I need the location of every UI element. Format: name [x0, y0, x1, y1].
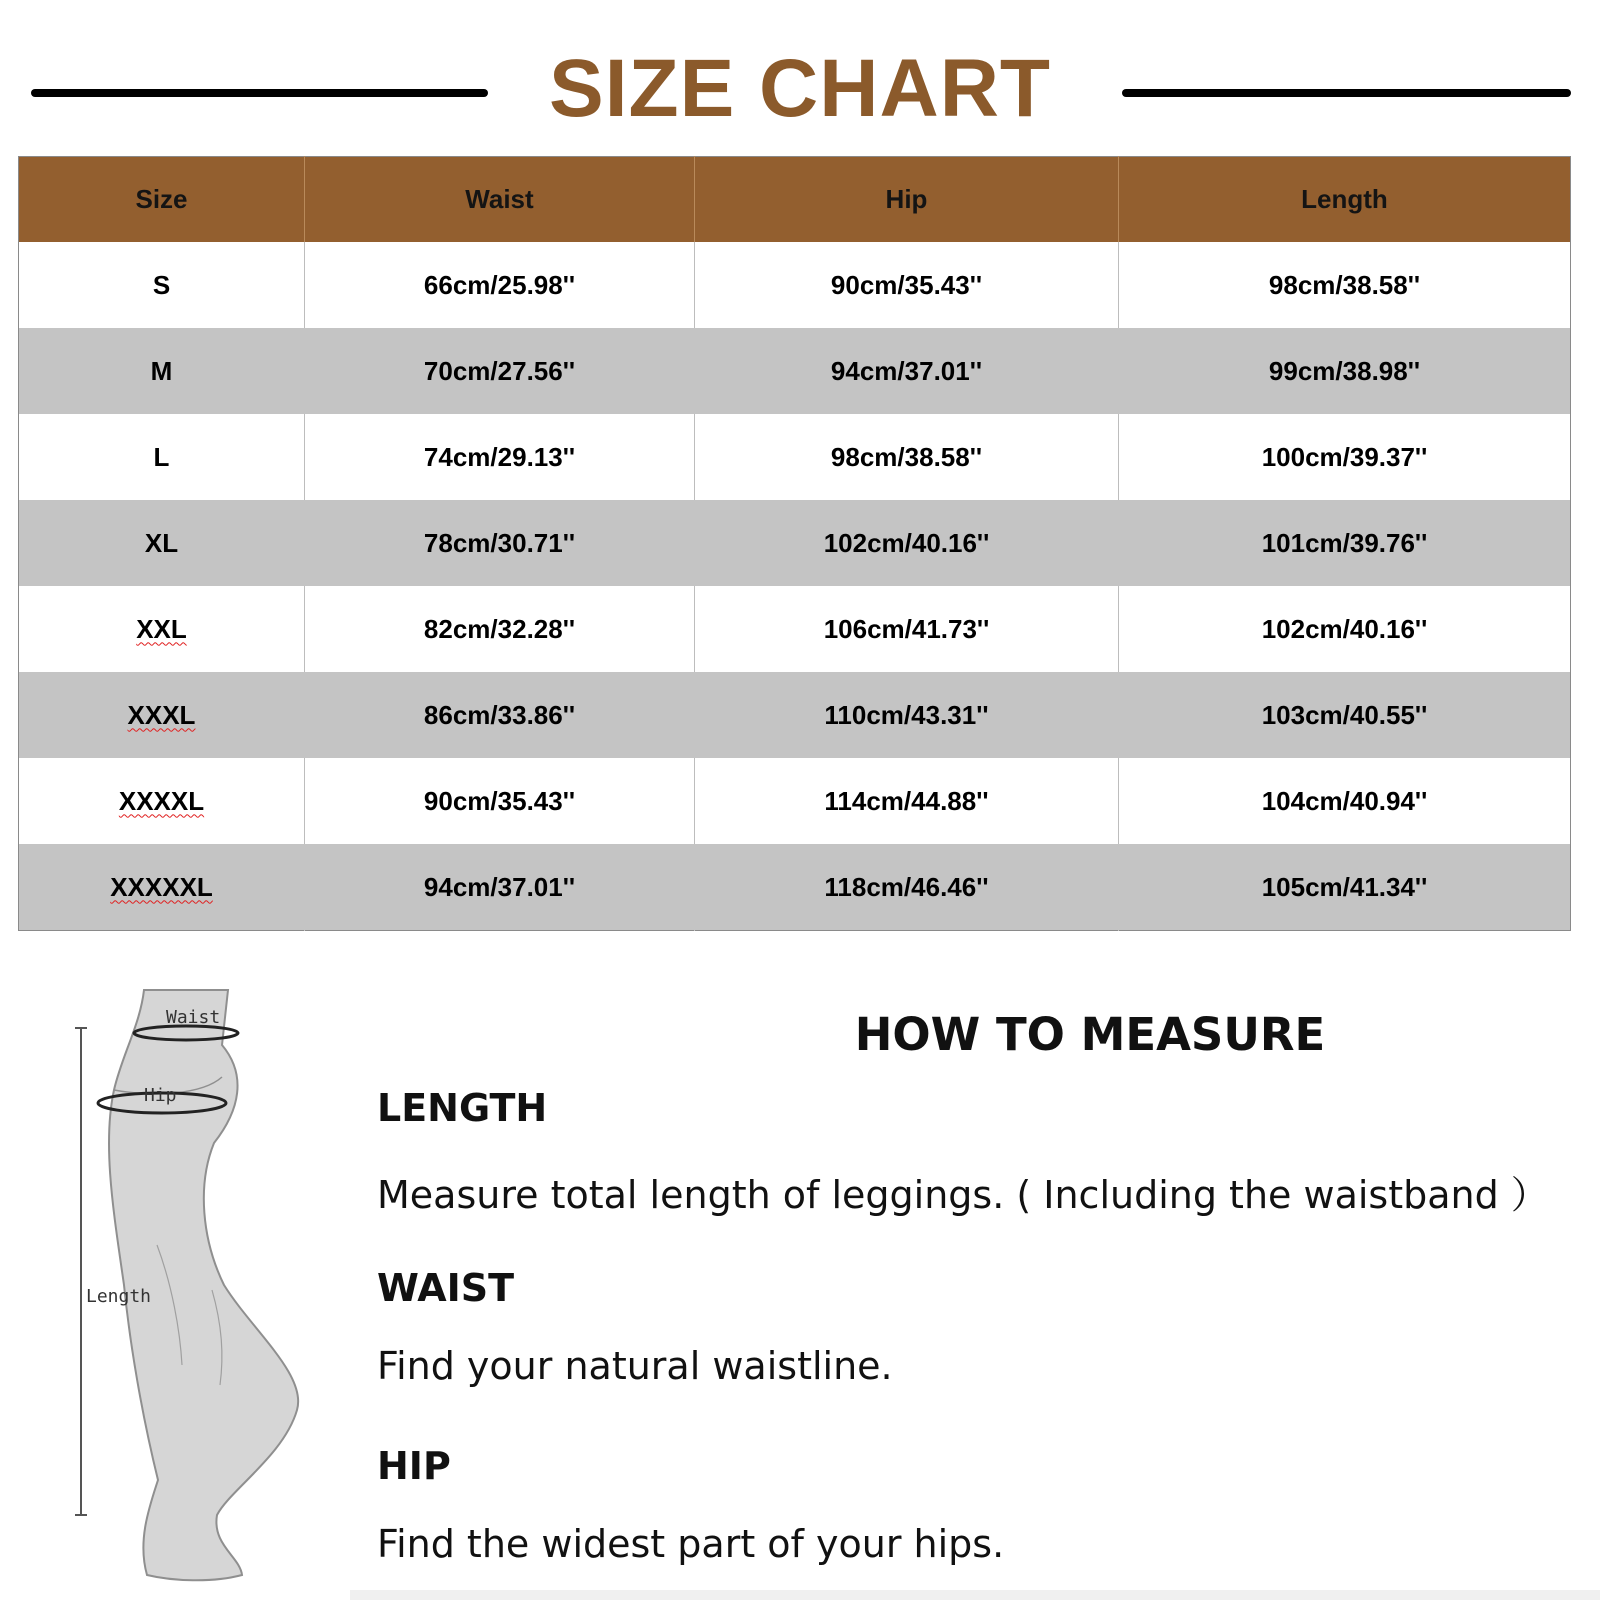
length-cell: 99cm/38.98'': [1119, 328, 1571, 414]
size-label: XXXXXL: [110, 871, 213, 902]
table-row: [19, 500, 1571, 586]
waist-cell: 94cm/37.01'': [305, 844, 695, 931]
waist-cell: 90cm/35.43'': [305, 758, 695, 844]
waist-cell: 86cm/33.86'': [305, 672, 695, 758]
header-hip: Hip: [695, 157, 1119, 243]
header-waist: Waist: [305, 157, 695, 243]
waist-cell: 66cm/25.98'': [305, 242, 695, 328]
waist-cell: 70cm/27.56'': [305, 328, 695, 414]
size-label: XXXL: [127, 699, 196, 730]
hip-cell: 114cm/44.88'': [695, 758, 1119, 844]
length-label: Length: [86, 1286, 152, 1307]
hip-description: Find the widest part of your hips.: [377, 1522, 1005, 1566]
bottom-divider: [350, 1590, 1600, 1600]
length-cell: 103cm/40.55'': [1119, 672, 1571, 758]
length-cell: 105cm/41.34'': [1119, 844, 1571, 931]
table-row: [19, 844, 1571, 931]
hip-cell: 118cm/46.46'': [695, 844, 1119, 931]
waist-cell: 82cm/32.28'': [305, 586, 695, 672]
table-row: [19, 328, 1571, 414]
size-label: XXXXL: [118, 785, 205, 816]
size-cell: S: [19, 242, 305, 328]
size-cell: [19, 672, 305, 758]
length-cell: 104cm/40.94'': [1119, 758, 1571, 844]
how-to-measure-title: HOW TO MEASURE: [854, 1008, 1326, 1061]
header-size: Size: [19, 157, 305, 243]
hip-cell: 110cm/43.31'': [695, 672, 1119, 758]
waist-label: Waist: [166, 1007, 221, 1028]
table-row: [19, 586, 1571, 672]
hip-cell: 98cm/38.58'': [695, 414, 1119, 500]
waist-heading: WAIST: [377, 1266, 515, 1310]
size-cell: [19, 586, 305, 672]
title-rule-right: [1122, 89, 1571, 97]
size-cell: XL: [19, 500, 305, 586]
length-description: Measure total length of leggings. ( Including the waistband ）: [377, 1173, 1549, 1217]
length-cell: 101cm/39.76'': [1119, 500, 1571, 586]
hip-label: Hip: [144, 1085, 177, 1106]
table-row: [19, 758, 1571, 844]
length-cell: 98cm/38.58'': [1119, 242, 1571, 328]
waist-cell: 74cm/29.13'': [305, 414, 695, 500]
size-cell: [19, 844, 305, 931]
length-heading: LENGTH: [377, 1086, 548, 1130]
header-length: Length: [1119, 157, 1571, 243]
table-header-row: [19, 157, 1571, 243]
size-label: XXL: [136, 613, 187, 644]
hip-heading: HIP: [377, 1444, 451, 1488]
table-row: [19, 414, 1571, 500]
waist-cell: 78cm/30.71'': [305, 500, 695, 586]
hip-cell: 106cm/41.73'': [695, 586, 1119, 672]
hip-cell: 102cm/40.16'': [695, 500, 1119, 586]
size-chart-table: [18, 156, 1571, 931]
hip-cell: 90cm/35.43'': [695, 242, 1119, 328]
waist-description: Find your natural waistline.: [377, 1344, 893, 1388]
length-cell: 102cm/40.16'': [1119, 586, 1571, 672]
hip-cell: 94cm/37.01'': [695, 328, 1119, 414]
length-cell: 100cm/39.37'': [1119, 414, 1571, 500]
table-row: [19, 242, 1571, 328]
size-cell: M: [19, 328, 305, 414]
size-cell: [19, 758, 305, 844]
table-row: [19, 672, 1571, 758]
size-cell: L: [19, 414, 305, 500]
leggings-figure-illustration: [62, 985, 312, 1585]
page-title: SIZE CHART: [549, 43, 1051, 134]
title-rule-left: [31, 89, 488, 97]
